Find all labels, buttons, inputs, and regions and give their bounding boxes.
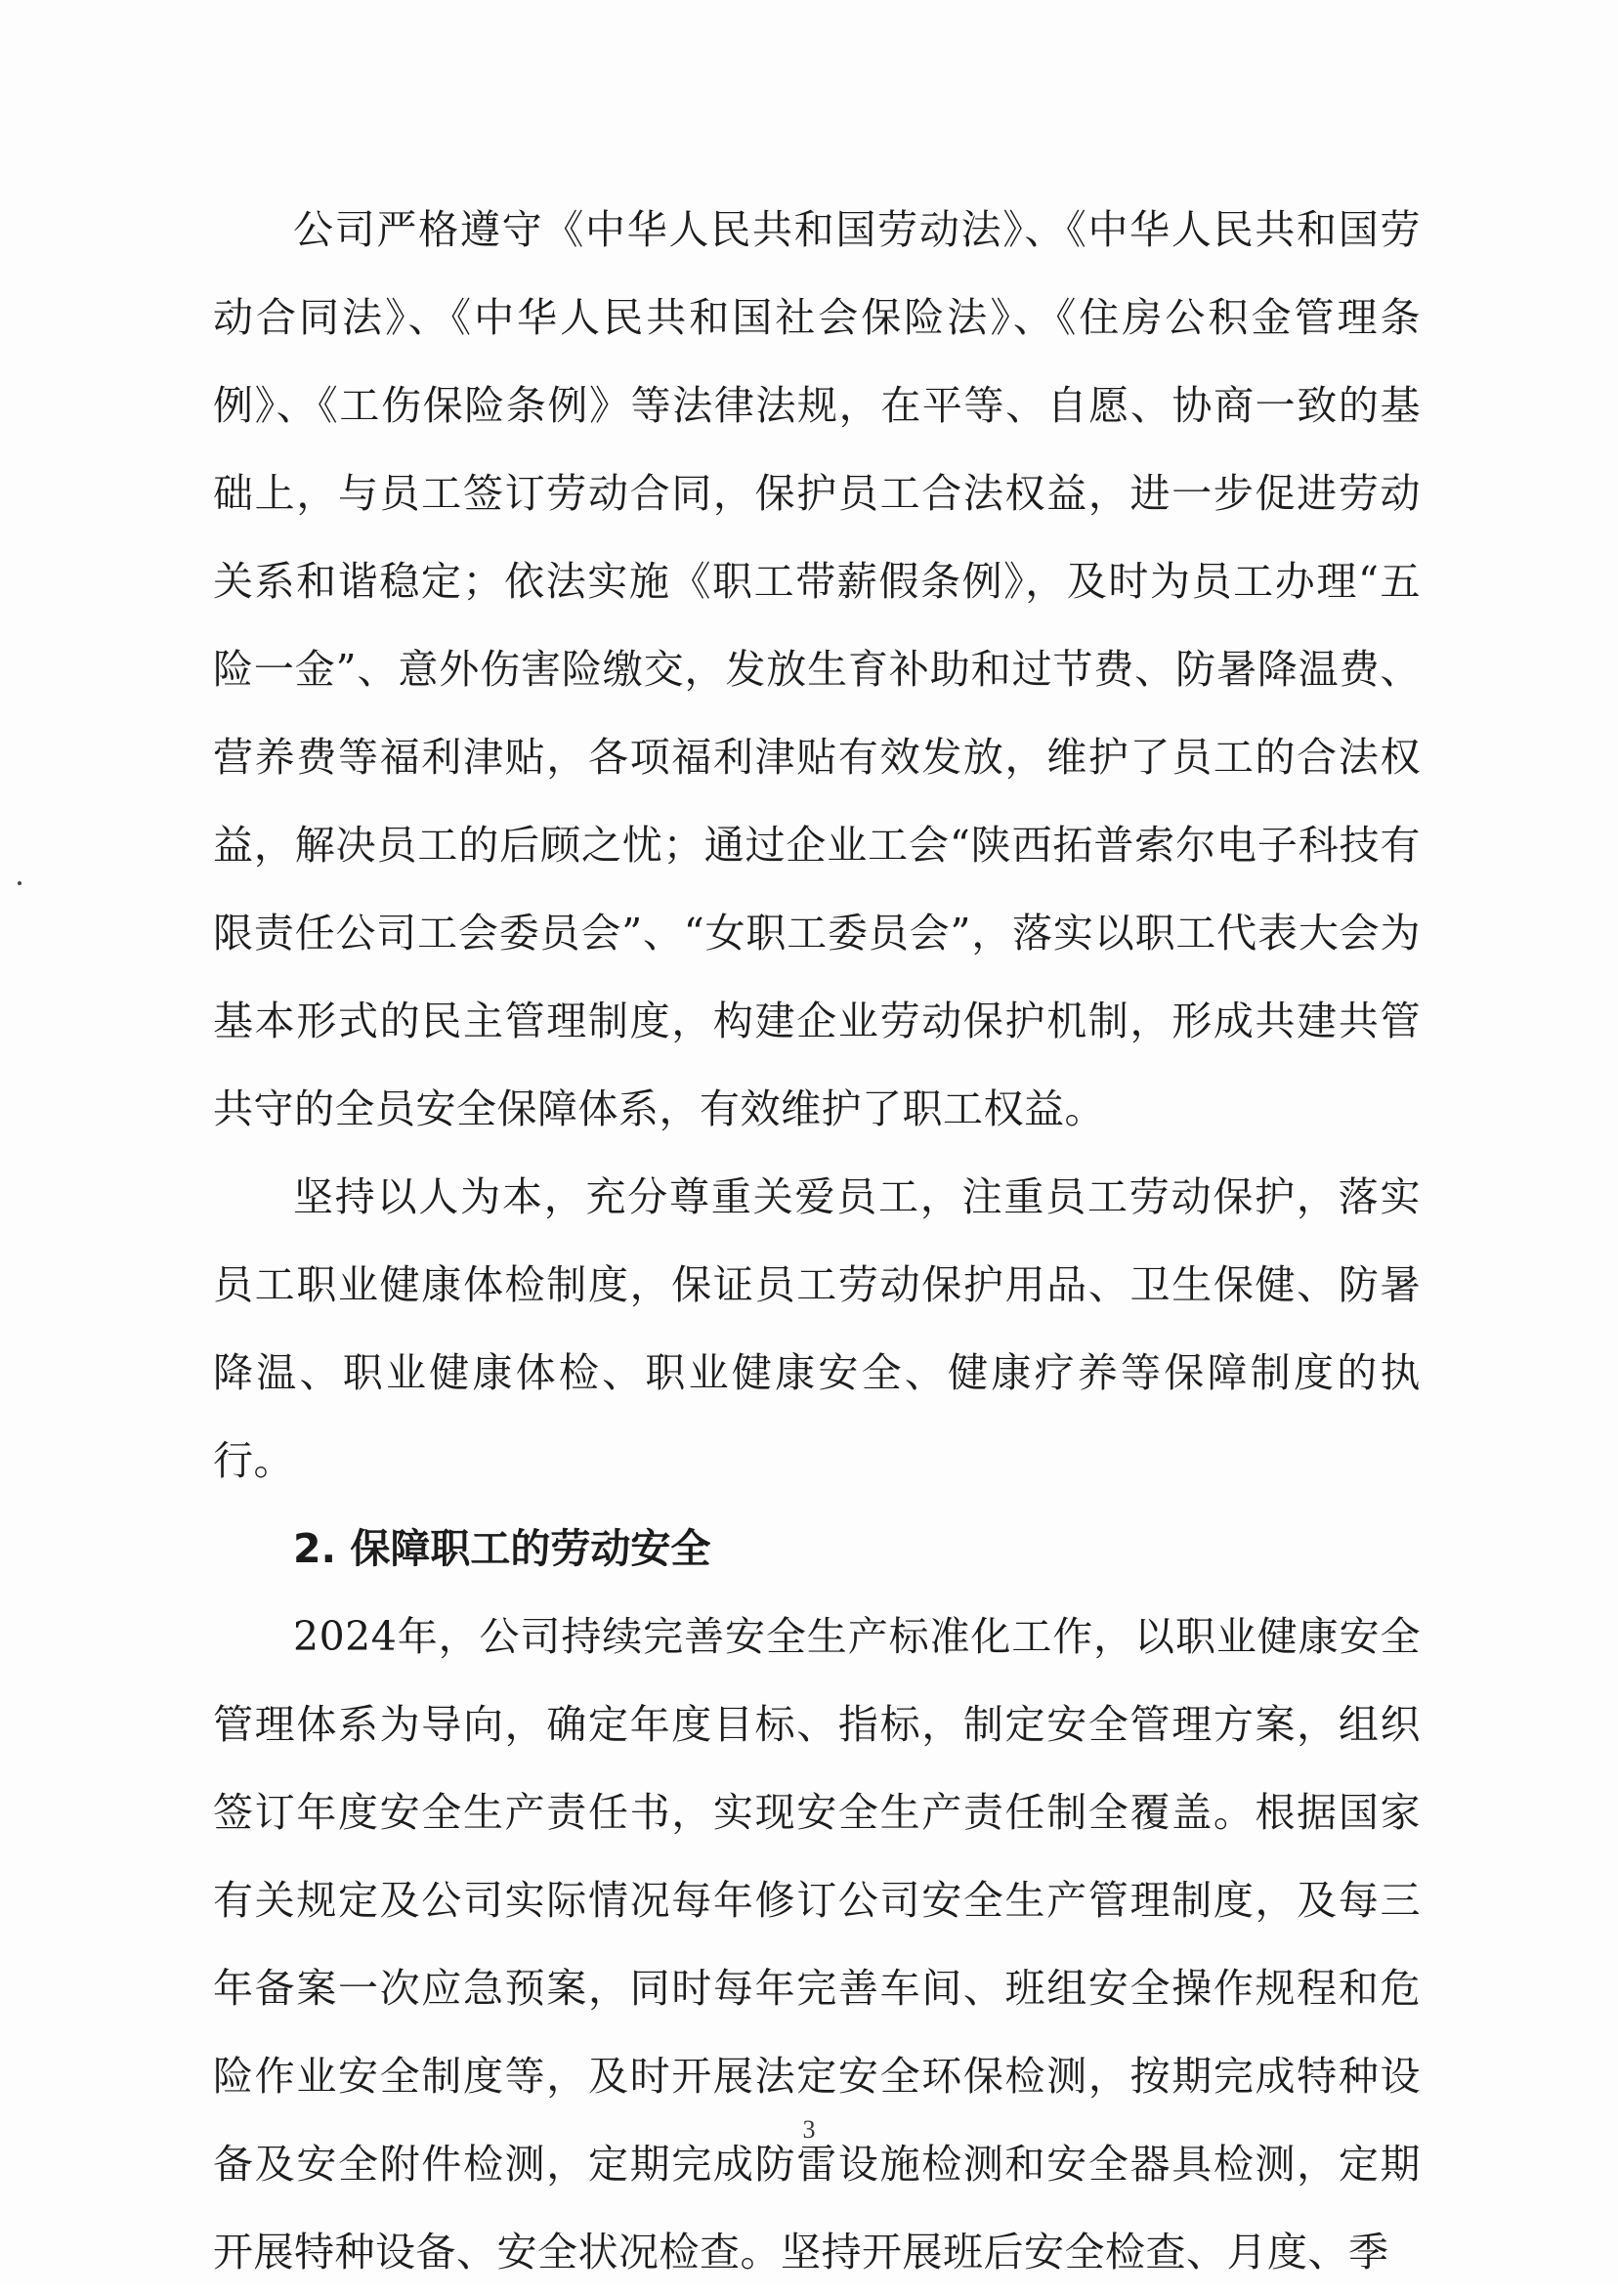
- paragraph-labor-law: 公司严格遵守《中华人民共和国劳动法》、《中华人民共和国劳动合同法》、《中华人民共和国社会保险法》、《住房公积金管理条例》、《工伤保险条例》等法律法规，在平等、自愿、协商一致的基础上，与员工签订劳动合同，保护员工合法权益，进一步促进劳动关系和谐稳定；依法实施《职工带薪假条例》，及时为员工办理“五险一金”、意外伤害险缴交，发放生育补助和过节费、防暑降温费、营养费等福利津贴，各项福利津贴有效发放，维护了员工的合法权益，解决员工的后顾之忧；通过企业工会“陕西拓普索尔电子科技有限责任公司工会委员会”、“女职工委员会”，落实以职工代表大会为基本形式的民主管理制度，构建企业劳动保护机制，形成共建共管共守的全员安全保障体系，有效维护了职工权益。: [213, 206, 1421, 1132]
- paragraph-safety-2024: 2024年，公司持续完善安全生产标准化工作，以职业健康安全管理体系为导向，确定年度目标、指标，制定安全管理方案，组织签订年度安全生产责任书，实现安全生产责任制全覆盖。根据国家有关规定及公司实际情况每年修订公司安全生产管理制度，及每三年备案一次应急预案，同时每年完善车间、班组安全操作规程和危险作业安全制度等，及时开展法定安全环保检测，按期完成特种设备及安全附件检测，定期完成防雷设施检测和安全器具检测，定期开展特种设备、安全状况检查。坚持开展班后安全检查、月度、季: [213, 1613, 1421, 2275]
- scan-speck: [18, 881, 21, 885]
- section-heading: 2. 保障职工的劳动安全: [293, 1525, 711, 1572]
- document-body: [213, 186, 1421, 2296]
- paragraph-people-oriented: 坚持以人为本，充分尊重关爱员工，注重员工劳动保护，落实员工职业健康体检制度，保证员工劳动保护用品、卫生保健、防暑降温、职业健康体检、职业健康安全、健康疗养等保障制度的执行。: [213, 1173, 1421, 1484]
- page-number: 3: [802, 2115, 816, 2144]
